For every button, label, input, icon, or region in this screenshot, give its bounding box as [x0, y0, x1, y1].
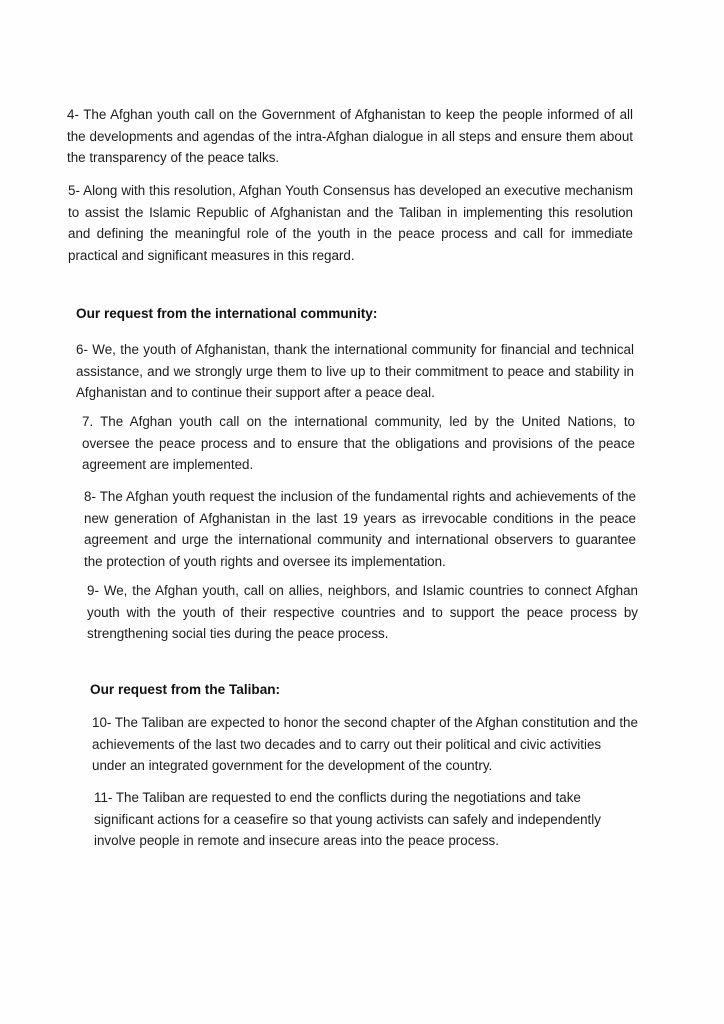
- resolution-item-7: 7. The Afghan youth call on the international community, led by the United Nations, to oversee the peace process and to ensure that the obligations and provisions of the peace agreement are implemented.: [82, 414, 635, 472]
- resolution-item-9: 9- We, the Afghan youth, call on allies, neighbors, and Islamic countries to connect Afghan youth with the youth of their respective countries and to support the peace process by strengthening social ties during the peace process.: [87, 583, 638, 641]
- resolution-item-4: 4- The Afghan youth call on the Government of Afghanistan to keep the people informed of all the developments and agendas of the intra-Afghan dialogue in all steps and ensure them about the transparency of the peace talks.: [67, 107, 633, 165]
- section-heading-international: Our request from the international community:: [76, 306, 378, 321]
- resolution-item-10: 10- The Taliban are expected to honor the second chapter of the Afghan constitution and the achievements of the last two decades and to carry out their political and civic activities under an integrated government for the development of the country.: [92, 715, 638, 773]
- resolution-item-5: 5- Along with this resolution, Afghan Youth Consensus has developed an executive mechanism to assist the Islamic Republic of Afghanistan and the Taliban in implementing this resolution and defining the meaningful role of the youth in the peace process and call for immediate practical and significant measures in this regard.: [68, 183, 633, 263]
- resolution-item-6: 6- We, the youth of Afghanistan, thank the international community for financial and technical assistance, and we strongly urge them to live up to their commitment to peace and stability in Afghanistan and to continue their support after a peace deal.: [76, 342, 634, 400]
- resolution-item-11: 11- The Taliban are requested to end the conflicts during the negotiations and take significant actions for a ceasefire so that young activists can safely and independently involve people in remote and insecure areas into the peace process.: [94, 790, 601, 848]
- section-heading-taliban: Our request from the Taliban:: [90, 682, 281, 697]
- resolution-item-8: 8- The Afghan youth request the inclusion of the fundamental rights and achievements of the new generation of Afghanistan in the last 19 years as irrevocable conditions in the peace agreement and urge the international community and international observers to guarantee the protection of youth rights and oversee its implementation.: [84, 489, 636, 569]
